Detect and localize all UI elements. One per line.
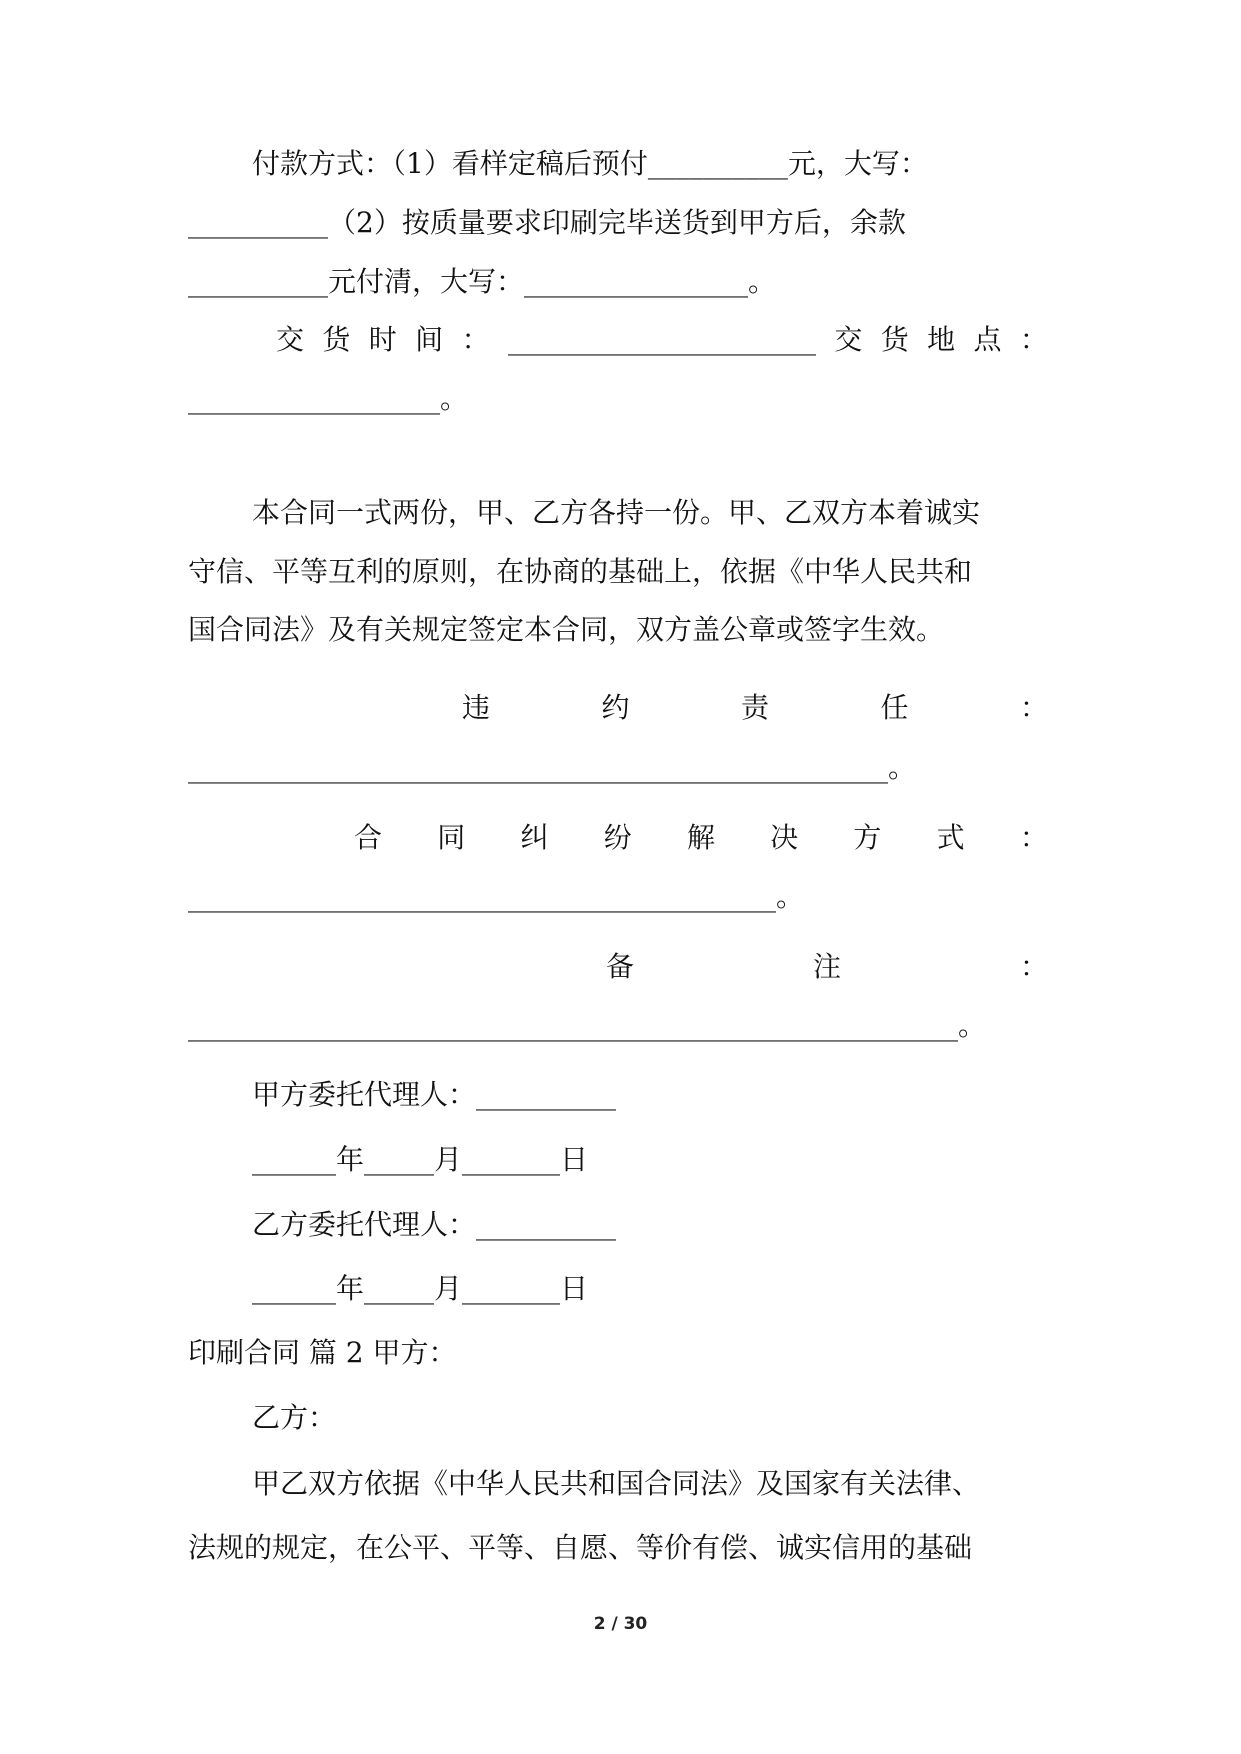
payment-method-line-1: 付款方式：（1）看样定稿后预付__________元，大写： (252, 147, 928, 180)
remark-blank: _______________________________________________________。 (188, 1009, 987, 1042)
delivery-char: 地 (927, 323, 956, 356)
delivery-time-place-row (276, 320, 1048, 360)
delivery-char: 货 (880, 323, 909, 356)
contract-copies-line-1: 本合同一式两份，甲、乙方各持一份。甲、乙双方本着诚实 (252, 496, 981, 529)
dispute-char: 方 (853, 821, 882, 854)
party-b-label: 乙方： (252, 1401, 337, 1434)
delivery-char: 间 (415, 323, 444, 356)
remark-char: 注 (812, 950, 841, 983)
dispute-char: 解 (686, 821, 715, 854)
payment-method-line-2: __________（2）按质量要求印刷完毕送货到甲方后，余款 (188, 206, 906, 239)
delivery-char: 货 (322, 323, 351, 356)
page-number: 2 / 30 (593, 1614, 648, 1634)
delivery-char: 点 (973, 323, 1002, 356)
party-a-date-line: ______年_____月_______日 (252, 1143, 589, 1176)
dispute-char: ： (1019, 821, 1048, 854)
delivery-char: ： (461, 323, 490, 356)
breach-char: 责 (740, 691, 769, 724)
party-b-agent-line: 乙方委托代理人：__________ (252, 1208, 617, 1241)
delivery-char: 时 (368, 323, 397, 356)
breach-char: 约 (601, 691, 630, 724)
breach-char: ： (1019, 691, 1048, 724)
contract-2-intro-line-2: 法规的规定，在公平、平等、自愿、等价有偿、诚实信用的基础 (188, 1531, 973, 1564)
breach-char: 任 (880, 691, 909, 724)
delivery-char: 交 (834, 323, 863, 356)
breach-char: 违 (462, 691, 491, 724)
dispute-resolution-heading (354, 818, 1048, 858)
contract-2-title-line: 印刷合同 篇 2 甲方： (188, 1336, 457, 1369)
remark-char: ： (1019, 950, 1048, 983)
delivery-char: ： (1019, 323, 1048, 356)
contract-2-intro-line-1: 甲乙双方依据《中华人民共和国合同法》及国家有关法律、 (252, 1467, 981, 1500)
party-a-agent-line: 甲方委托代理人：__________ (252, 1078, 617, 1111)
delivery-char: 交 (276, 323, 305, 356)
contract-copies-line-3: 国合同法》及有关规定签定本合同，双方盖公章或签字生效。 (188, 613, 945, 646)
dispute-char: 纠 (520, 821, 549, 854)
payment-method-line-3: __________元付清，大写：________________。 (188, 265, 777, 298)
dispute-char: 决 (770, 821, 799, 854)
dispute-resolution-blank: __________________________________________。 (188, 880, 805, 913)
delivery-time-blank: ______________________ (507, 323, 816, 356)
dispute-char: 合 (354, 821, 383, 854)
remark-heading (606, 947, 1048, 987)
party-b-date-line: ______年_____月_______日 (252, 1272, 589, 1305)
dispute-char: 式 (936, 821, 965, 854)
remark-char: 备 (606, 950, 635, 983)
breach-liability-blank: __________________________________________________。 (188, 751, 917, 784)
delivery-place-blank-line: __________________。 (188, 382, 469, 415)
dispute-char: 同 (437, 821, 466, 854)
breach-liability-heading (462, 688, 1048, 728)
contract-copies-line-2: 守信、平等互利的原则，在协商的基础上，依据《中华人民共和 (188, 555, 973, 588)
dispute-char: 纷 (603, 821, 632, 854)
